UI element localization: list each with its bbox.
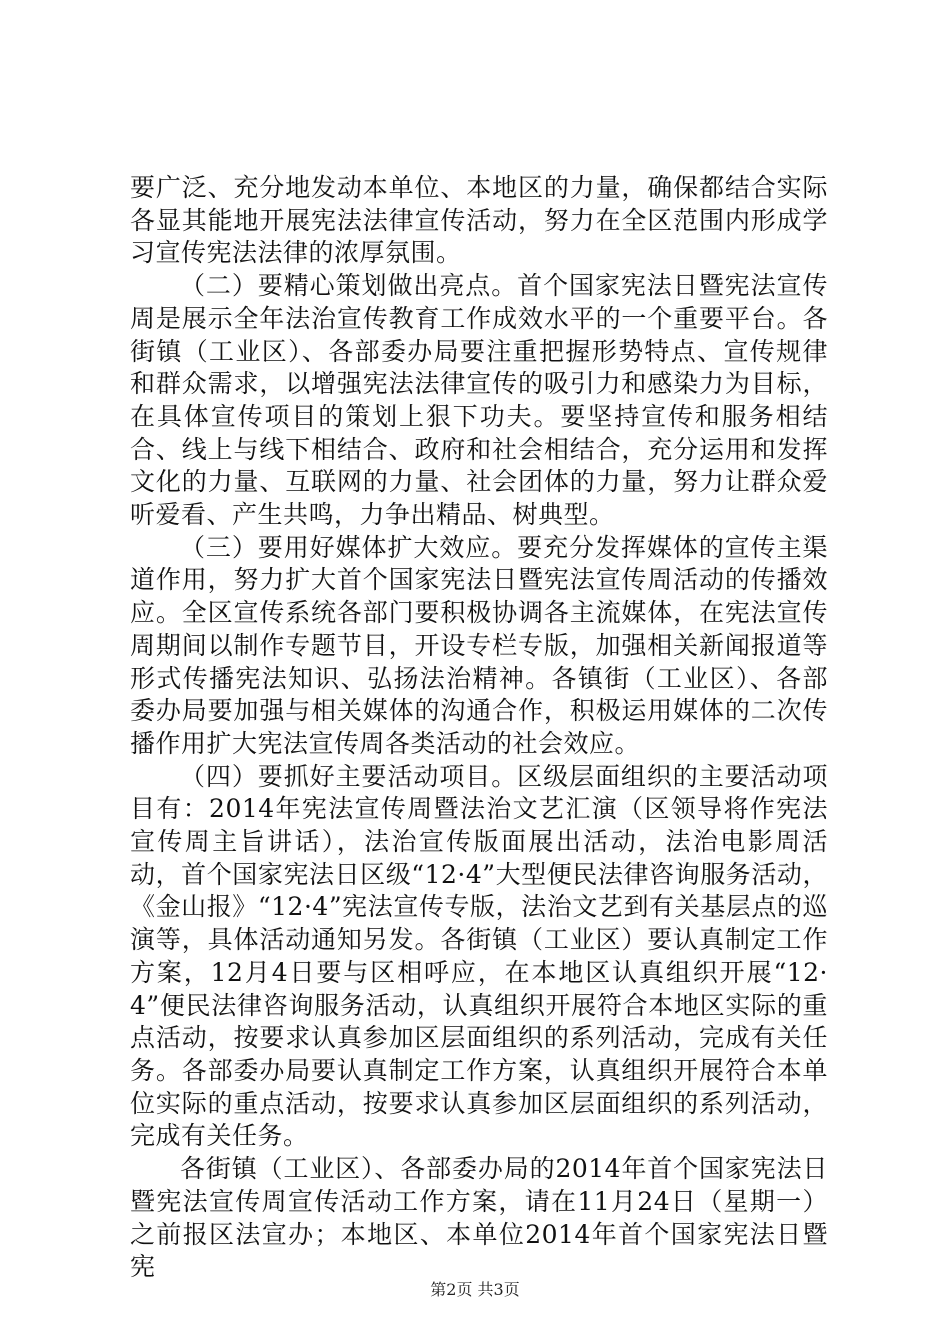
paragraph-continuation: 要广泛、充分地发动本单位、本地区的力量，确保都结合实际各显其能地开展宪法法律宣传活动，努力在全区范围内形成学习宣传宪法法律的浓厚氛围。 bbox=[130, 173, 828, 268]
paragraph-section-2: （二）要精心策划做出亮点。首个国家宪法日暨宪法宣传周是展示全年法治宣传教育工作成效水平的一个重要平台。各街镇（工业区）、各部委办局要注重把握形势特点、宣传规律和群众需求，以增强宪法法律宣传的吸引力和感染力为目标，在具体宣传项目的策划上狠下功夫。要坚持宣传和服务相结合、线上与线下相结合、政府和社会相结合，充分运用和发挥文化的力量、互联网的力量、社会团体的力量，努力让群众爱听爱看、产生共鸣，力争出精品、树典型。 bbox=[130, 271, 828, 530]
paragraph-submission-note: 各街镇（工业区）、各部委办局的2014年首个国家宪法日暨宪法宣传周宣传活动工作方案，请在11月24日（星期一）之前报区法宣办；本地区、本单位2014年首个国家宪法日暨宪 bbox=[130, 1154, 828, 1282]
paragraph-section-3: （三）要用好媒体扩大效应。要充分发挥媒体的宣传主渠道作用，努力扩大首个国家宪法日暨宪法宣传周活动的传播效应。全区宣传系统各部门要积极协调各主流媒体，在宪法宣传周期间以制作专题节目，开设专栏专版，加强相关新闻报道等形式传播宪法知识、弘扬法治精神。各镇街（工业区）、各部委办局要加强与相关媒体的沟通合作，积极运用媒体的二次传播作用扩大宪法宣传周各类活动的社会效应。 bbox=[130, 532, 828, 758]
document-body bbox=[130, 172, 828, 1284]
paragraph-section-4: （四）要抓好主要活动项目。区级层面组织的主要活动项目有：2014年宪法宣传周暨法治文艺汇演（区领导将作宪法宣传周主旨讲话），法治宣传版面展出活动，法治电影周活动，首个国家宪法日区级“12·4”大型便民法律咨询服务活动，《金山报》“12·4”宪法宣传专版，法治文艺到有关基层点的巡演等，具体活动通知另发。各街镇（工业区）要认真制定工作方案，12月4日要与区相呼应，在本地区认真组织开展“12·4”便民法律咨询服务活动，认真组织开展符合本地区实际的重点活动，按要求认真参加区层面组织的系列活动，完成有关任务。各部委办局要认真制定工作方案，认真组织开展符合本单位实际的重点活动，按要求认真参加区层面组织的系列活动，完成有关任务。 bbox=[130, 761, 828, 1151]
page-number-footer: 第2页 共3页 bbox=[430, 1280, 520, 1299]
